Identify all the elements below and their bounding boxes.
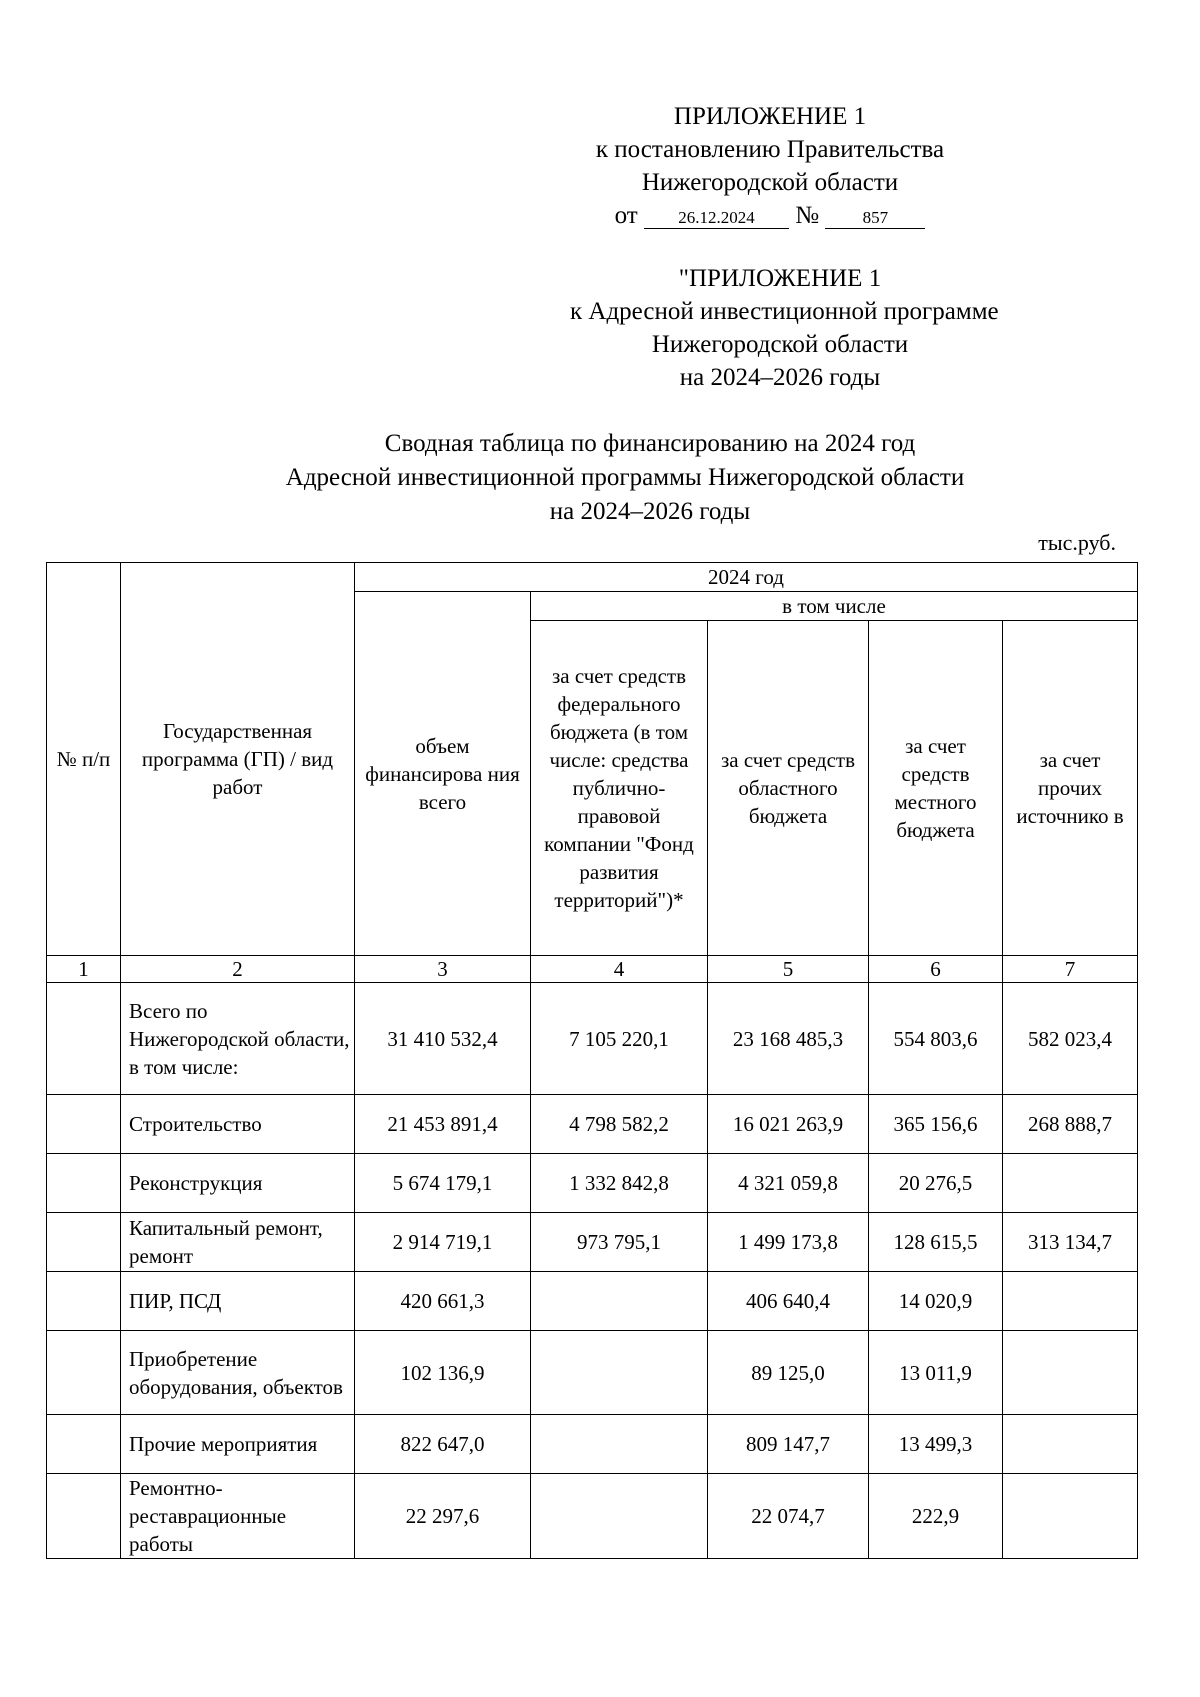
row-total: 2 914 719,1	[355, 1213, 531, 1272]
header-row-year	[47, 563, 1138, 592]
column-number: 6	[869, 956, 1003, 983]
column-number: 2	[121, 956, 355, 983]
row-no	[47, 1331, 121, 1415]
row-local: 222,9	[869, 1474, 1003, 1559]
annex-line3: Нижегородской области	[651, 331, 909, 358]
document-title	[100, 427, 1200, 529]
row-local: 13 499,3	[869, 1415, 1003, 1474]
row-no	[47, 1213, 121, 1272]
row-total: 102 136,9	[355, 1331, 531, 1415]
row-federal	[531, 1415, 708, 1474]
header-col-other: за счет прочих источнико в	[1003, 621, 1138, 956]
row-regional: 89 125,0	[708, 1331, 869, 1415]
table-row	[47, 1474, 1138, 1559]
header-col-regional: за счет средств областного бюджета	[708, 621, 869, 956]
resolution-header-title: ПРИЛОЖЕНИЕ 1	[673, 103, 867, 130]
row-other	[1003, 1331, 1138, 1415]
row-other	[1003, 1154, 1138, 1213]
row-regional: 23 168 485,3	[708, 983, 869, 1095]
row-other: 268 888,7	[1003, 1095, 1138, 1154]
row-name: Ремонтно-реставрационные работы	[121, 1474, 355, 1559]
row-no	[47, 1154, 121, 1213]
document-title-line3: на 2024–2026 годы	[549, 498, 751, 525]
row-total: 822 647,0	[355, 1415, 531, 1474]
row-regional: 22 074,7	[708, 1474, 869, 1559]
column-number: 7	[1003, 956, 1138, 983]
table-row	[47, 1331, 1138, 1415]
header-col-total: объем финансирова ния всего	[355, 592, 531, 956]
resolution-header-line2: к постановлению Правительства	[595, 136, 945, 163]
row-no	[47, 1272, 121, 1331]
financing-table	[46, 562, 1138, 1559]
table-row	[47, 1095, 1138, 1154]
column-number: 3	[355, 956, 531, 983]
table-row	[47, 983, 1138, 1095]
header-col-no: № п/п	[47, 563, 121, 956]
annex-header	[570, 262, 999, 394]
resolution-header	[560, 100, 980, 232]
row-name: Реконструкция	[121, 1154, 355, 1213]
column-number: 5	[708, 956, 869, 983]
row-no	[47, 983, 121, 1095]
row-regional: 809 147,7	[708, 1415, 869, 1474]
row-other: 313 134,7	[1003, 1213, 1138, 1272]
row-name: Строительство	[121, 1095, 355, 1154]
row-other	[1003, 1272, 1138, 1331]
row-local: 128 615,5	[869, 1213, 1003, 1272]
row-regional: 1 499 173,8	[708, 1213, 869, 1272]
document-title-line1: Сводная таблица по финансированию на 2024 год	[384, 430, 916, 457]
row-no	[47, 1095, 121, 1154]
table-row	[47, 1154, 1138, 1213]
row-federal	[531, 1331, 708, 1415]
row-other	[1003, 1415, 1138, 1474]
row-no	[47, 1474, 121, 1559]
row-local: 365 156,6	[869, 1095, 1003, 1154]
row-regional: 16 021 263,9	[708, 1095, 869, 1154]
header-col-federal: за счет средств федерального бюджета (в том числе: средства публично-правовой компании "Фонд развития территорий")*	[531, 621, 708, 956]
table-row	[47, 1415, 1138, 1474]
row-regional: 406 640,4	[708, 1272, 869, 1331]
units-label: тыс.руб.	[1038, 530, 1116, 555]
row-federal: 4 798 582,2	[531, 1095, 708, 1154]
row-federal	[531, 1474, 708, 1559]
row-no	[47, 1415, 121, 1474]
row-total: 5 674 179,1	[355, 1154, 531, 1213]
table-row	[47, 1272, 1138, 1331]
row-local: 14 020,9	[869, 1272, 1003, 1331]
annex-line2: к Адресной инвестиционной программе	[570, 298, 999, 325]
row-total: 21 453 891,4	[355, 1095, 531, 1154]
row-regional: 4 321 059,8	[708, 1154, 869, 1213]
header-col-local: за счет средств местного бюджета	[869, 621, 1003, 956]
table-row	[47, 1213, 1138, 1272]
row-name: Капитальный ремонт, ремонт	[121, 1213, 355, 1272]
header-including: в том числе	[531, 592, 1138, 621]
header-col-program: Государственная программа (ГП) / вид работ	[121, 563, 355, 956]
row-total: 420 661,3	[355, 1272, 531, 1331]
row-local: 13 011,9	[869, 1331, 1003, 1415]
number-sign: №	[795, 202, 820, 229]
row-name: Всего по Нижегородской области, в том числе:	[121, 983, 355, 1095]
annex-line4: на 2024–2026 годы	[679, 364, 881, 391]
row-federal: 973 795,1	[531, 1213, 708, 1272]
row-federal: 7 105 220,1	[531, 983, 708, 1095]
row-local: 554 803,6	[869, 983, 1003, 1095]
row-name: ПИР, ПСД	[121, 1272, 355, 1331]
row-total: 31 410 532,4	[355, 983, 531, 1095]
row-name: Приобретение оборудования, объектов	[121, 1331, 355, 1415]
row-federal	[531, 1272, 708, 1331]
row-federal: 1 332 842,8	[531, 1154, 708, 1213]
resolution-number: 857	[825, 208, 925, 229]
resolution-date-line	[560, 199, 980, 232]
header-year: 2024 год	[355, 563, 1138, 592]
row-total: 22 297,6	[355, 1474, 531, 1559]
row-name: Прочие мероприятия	[121, 1415, 355, 1474]
row-other	[1003, 1474, 1138, 1559]
resolution-header-line3: Нижегородской области	[641, 169, 899, 196]
annex-title: "ПРИЛОЖЕНИЕ 1	[678, 265, 882, 292]
row-other: 582 023,4	[1003, 983, 1138, 1095]
row-local: 20 276,5	[869, 1154, 1003, 1213]
resolution-date: 26.12.2024	[644, 208, 789, 229]
column-numbers-row	[47, 956, 1138, 983]
column-number: 1	[47, 956, 121, 983]
document-title-line2: Адресной инвестиционной программы Нижегородской области	[285, 464, 965, 491]
date-prefix: от	[614, 202, 638, 229]
column-number: 4	[531, 956, 708, 983]
